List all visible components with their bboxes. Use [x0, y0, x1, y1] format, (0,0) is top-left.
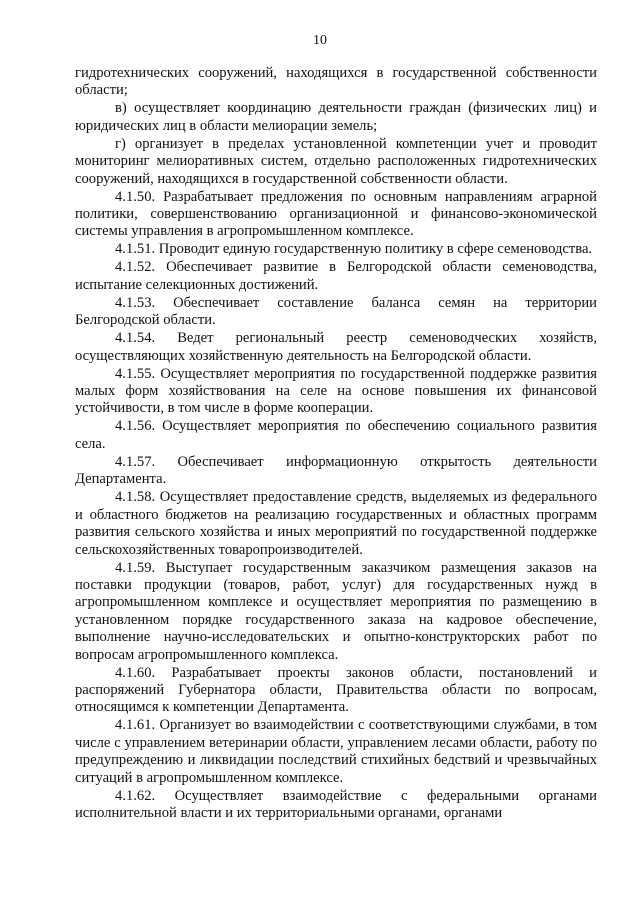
paragraph-4-1-62: 4.1.62. Осуществляет взаимодействие с федеральными органами исполнительной власти и их территориальными органами, органами [75, 787, 597, 821]
paragraph-4-1-51: 4.1.51. Проводит единую государственную политику в сфере семеноводства. [115, 241, 593, 258]
page-number: 10 [313, 33, 327, 48]
paragraph-item-g: г) организует в пределах установленной компетенции учет и проводит мониторинг мелиоративных систем, отдельно расположенных гидротехнических сооружений, находящихся в государственной собственности области. [75, 135, 597, 187]
paragraph-item-v: в) осуществляет координацию деятельности граждан (физических лиц) и юридических лиц в области мелиорации земель; [75, 100, 597, 134]
paragraph-4-1-61: 4.1.61. Организует во взаимодействии с соответствующими службами, в том числе с управлением ветеринарии области, управлением лесами области, работу по предупреждению и ликвидации последствий стихийных бедствий и чрезвычайных ситуаций в агропромышленном комплексе. [75, 717, 597, 786]
paragraph-4-1-58: 4.1.58. Осуществляет предоставление средств, выделяемых из федерального и областного бюджетов на реализацию государственных и областных программ развития сельского хозяйства и иных мероприятий по государственной поддержке сельскохозяйственных товаропроизводителей. [75, 489, 597, 558]
paragraph-4-1-52: 4.1.52. Обеспечивает развитие в Белгородской области семеноводства, испытание селекционных достижений. [75, 259, 597, 293]
paragraph-4-1-55: 4.1.55. Осуществляет мероприятия по государственной поддержке развития малых форм хозяйствования на селе на основе повышения их финансовой устойчивости, в том числе в форме кооперации. [75, 365, 597, 417]
paragraph-4-1-56: 4.1.56. Осуществляет мероприятия по обеспечению социального развития села. [75, 418, 597, 452]
paragraph-4-1-50: 4.1.50. Разрабатывает предложения по основным направлениям аграрной политики, совершенствованию организационной и финансово-экономической системы управления в агропромышленном комплексе. [75, 188, 597, 240]
paragraph-4-1-54: 4.1.54. Ведет региональный реестр семеноводческих хозяйств, осуществляющих хозяйственную деятельность на Белгородской области. [75, 330, 597, 364]
document-body [75, 65, 597, 822]
paragraph-4-1-53: 4.1.53. Обеспечивает составление баланса семян на территории Белгородской области. [75, 294, 597, 329]
paragraph-continuation: гидротехнических сооружений, находящихся в государственной собственности области; [75, 65, 597, 99]
paragraph-4-1-60: 4.1.60. Разрабатывает проекты законов области, постановлений и распоряжений Губернатора области, Правительства области по вопросам, относящимся к компетенции Департамента. [75, 664, 597, 716]
paragraph-4-1-57: 4.1.57. Обеспечивает информационную открытость деятельности Департамента. [75, 453, 597, 488]
paragraph-4-1-59: 4.1.59. Выступает государственным заказчиком размещения заказов на поставки продукции (товаров, работ, услуг) для государственных нужд в агропромышленном комплексе и осуществляет мероприятия по размещению в установленном порядке государственного заказа на кадровое обеспечение, выполнение научно-исследовательских и опытно-конструкторских работ по вопросам агропромышленного комплекса. [75, 559, 597, 663]
